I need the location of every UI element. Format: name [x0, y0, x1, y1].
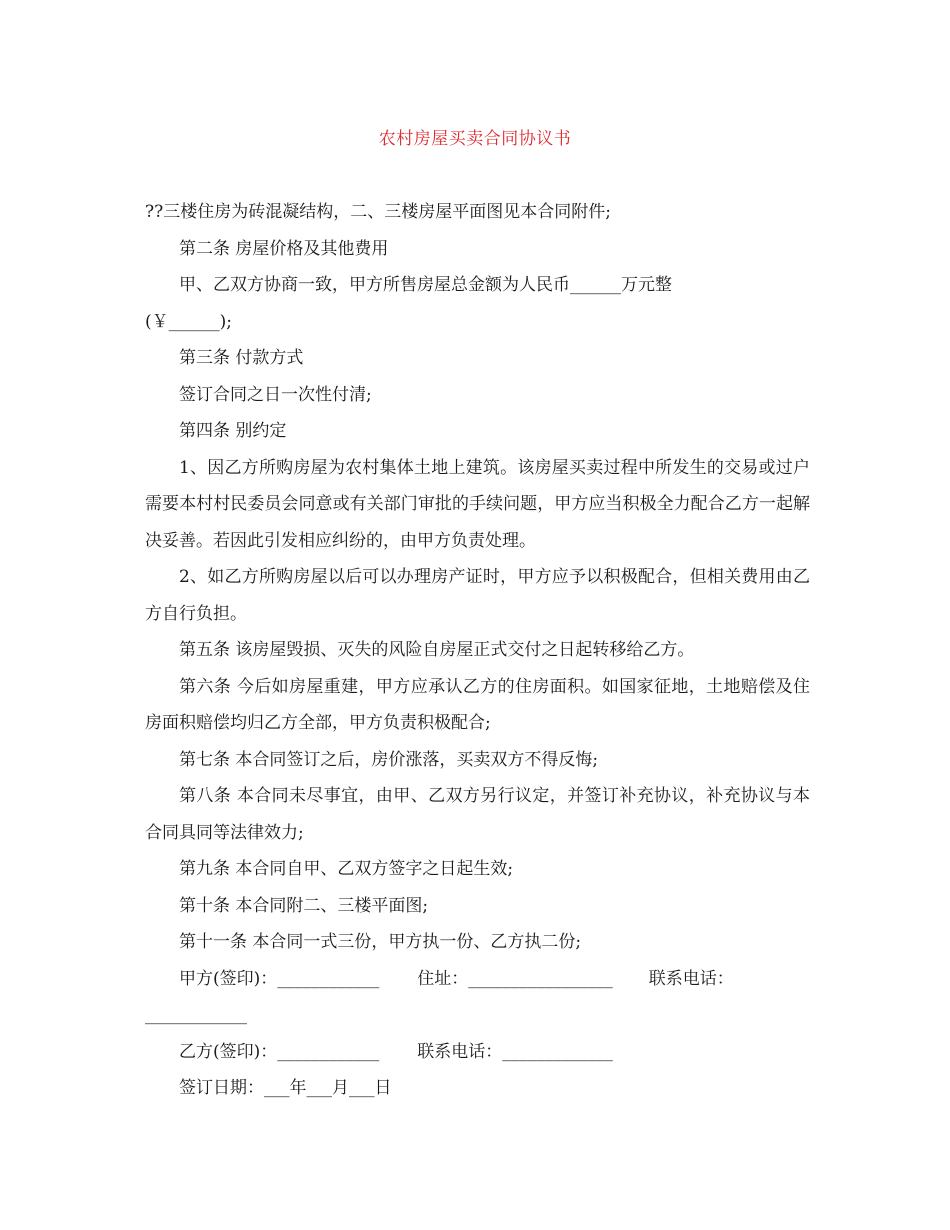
paragraph-clause-1: 1、因乙方所购房屋为农村集体土地上建筑。该房屋买卖过程中所发生的交易或过户需要本村村民委员会同意或有关部门审批的手续问题，甲方应当积极全力配合乙方一起解决妥善。若因此引发相应纠纷的，由甲方负责处理。: [145, 457, 810, 551]
article-8: 第八条 本合同未尽事宜，由甲、乙双方另行议定，并签订补充协议，补充协议与本合同具同等法律效力;: [145, 786, 810, 843]
document-body: [145, 194, 810, 1107]
article-5: 第五条 该房屋毁损、灭失的风险自房屋正式交付之日起转移给乙方。: [179, 640, 695, 660]
party-a-phone-blank: ____________: [145, 1005, 247, 1025]
article-11: 第十一条 本合同一式三份，甲方执一份、乙方执二份;: [179, 932, 582, 952]
party-a-signature-label: 甲方(签印)：____________: [179, 968, 380, 989]
paragraph-clause-2: 2、如乙方所购房屋以后可以办理房产证时，甲方应予以积极配合，但相关费用由乙方自行负担。: [145, 567, 810, 624]
signature-row-party-a: [145, 961, 810, 998]
article-7: 第七条 本合同签订之后，房价涨落，买卖双方不得反悔;: [179, 749, 599, 770]
signature-row-party-b: [145, 1034, 810, 1071]
signing-date: 签订日期：___年___月___日: [179, 1078, 392, 1098]
address-label: 住址：_________________: [417, 968, 613, 989]
paragraph-payment: 签订合同之日一次性付清;: [179, 384, 372, 405]
party-b-signature-label: 乙方(签印)：____________: [179, 1041, 380, 1062]
paragraph-price: 甲、乙双方协商一致，甲方所售房屋总金额为人民币______万元整: [179, 275, 672, 295]
paragraph-structure: ??三楼住房为砖混凝结构，二、三楼房屋平面图见本合同附件;: [145, 202, 611, 222]
article-10: 第十条 本合同附二、三楼平面图;: [179, 895, 429, 916]
article-3-heading: 第三条 付款方式: [179, 348, 304, 368]
article-2-heading: 第二条 房屋价格及其他费用: [179, 238, 389, 259]
party-a-phone-label: 联系电话：: [648, 968, 734, 989]
party-b-phone-label: 联系电话：_____________: [417, 1041, 613, 1062]
document-title: 农村房屋买卖合同协议书: [378, 129, 572, 149]
article-9: 第九条 本合同自甲、乙双方签字之日起生效;: [179, 859, 514, 879]
article-6: 第六条 今后如房屋重建，甲方应承认乙方的住房面积。如国家征地，土地赔偿及住房面积赔偿均归乙方全部，甲方负责积极配合;: [145, 676, 810, 733]
article-4-heading: 第四条 别约定: [179, 421, 287, 441]
paragraph-price-amount: (￥______);: [145, 311, 232, 332]
